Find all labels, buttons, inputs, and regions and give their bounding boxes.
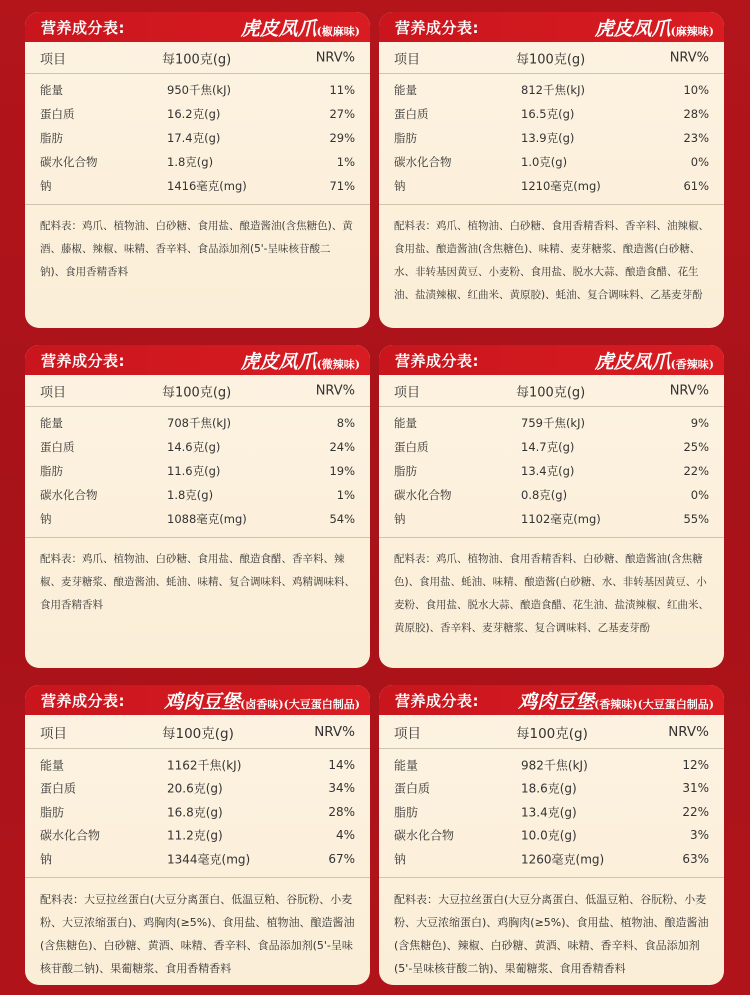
table-row: 脂肪 17.4克(g) 29% (40, 131, 355, 145)
card-header (379, 345, 724, 375)
product-name: 虎皮凤爪(麻辣味) (594, 18, 714, 40)
table-row: 能量 950千焦(kJ) 11% (40, 83, 355, 97)
ingredients-text: 配料表：鸡爪、植物油、食用香精香料、白砂糖、酿造酱油(含焦糖色)、食用盐、蚝油、味精、酿造酱(白砂糖、水、非转基因黄豆、小麦粉、食用盐、脱水大蒜、酿造食醋、花生油、盐渍辣椒、红曲米、黄原胶)、香辛料、麦芽糖浆、复合调味料、乙基麦芽酚 (394, 553, 709, 634)
table-row: 钠 1260毫克(mg) 63% (394, 851, 709, 867)
nutrition-rows (25, 74, 370, 205)
table-row: 钠 1210毫克(mg) 61% (394, 179, 709, 193)
card-header (379, 12, 724, 42)
table-row: 碳水化合物 0.8克(g) 0% (394, 488, 709, 502)
card-header (25, 345, 370, 375)
nutrition-card-mala (379, 12, 724, 328)
table-row: 脂肪 11.6克(g) 19% (40, 464, 355, 478)
col-nrv: NRV% (314, 723, 355, 740)
product-name: 鸡肉豆堡(卤香味)(大豆蛋白制品) (164, 691, 360, 713)
ingredients-text: 配料表：鸡爪、植物油、白砂糖、食用盐、酿造食醋、香辛料、辣椒、麦芽糖浆、酿造酱油、蚝油、味精、复合调味料、鸡精调味料、食用香精香料 (40, 553, 355, 611)
table-row: 钠 1088毫克(mg) 54% (40, 512, 355, 526)
table-row: 碳水化合物 1.8克(g) 1% (40, 488, 355, 502)
header-label: 营养成分表: (395, 692, 479, 710)
nutrition-card-jiaoma (25, 12, 370, 328)
col-nrv: NRV% (315, 50, 355, 65)
card-header (379, 685, 724, 715)
table-row: 蛋白质 16.2克(g) 27% (40, 107, 355, 121)
ingredients-text: 配料表：大豆拉丝蛋白(大豆分离蛋白、低温豆粕、谷朊粉、小麦粉、大豆浓缩蛋白)、鸡胸肉(≥5%)、食用盐、植物油、酿造酱油(含焦糖色)、白砂糖、黄酒、味精、香辛料、食品添加剂(5'-呈味核苷酸二钠)、果葡糖浆、食用香精香料 (40, 892, 355, 975)
ingredients-text: 配料表：鸡爪、植物油、白砂糖、食用盐、酿造酱油(含焦糖色)、黄酒、藤椒、辣椒、味精、香辛料、食品添加剂(5'-呈味核苷酸二钠)、食用香精香料 (40, 220, 353, 278)
table-header (25, 715, 370, 749)
table-header (25, 42, 370, 74)
table-row: 能量 708千焦(kJ) 8% (40, 416, 355, 430)
table-row: 脂肪 13.9克(g) 23% (394, 131, 709, 145)
table-header (25, 375, 370, 407)
card-header (25, 685, 370, 715)
col-item: 项目 (394, 52, 421, 67)
table-row: 碳水化合物 1.0克(g) 0% (394, 155, 709, 169)
nutrition-card-xiangla (379, 345, 724, 668)
nutrition-rows (379, 407, 724, 538)
table-row: 能量 1162千焦(kJ) 14% (40, 757, 355, 773)
table-header (379, 375, 724, 407)
table-row: 蛋白质 14.6克(g) 24% (40, 440, 355, 454)
col-per100: 每100克(g) (516, 725, 588, 742)
table-row: 碳水化合物 1.8克(g) 1% (40, 155, 355, 169)
header-label: 营养成分表: (41, 692, 125, 710)
nutrition-rows (25, 407, 370, 538)
table-row: 能量 759千焦(kJ) 9% (394, 416, 709, 430)
header-label: 营养成分表: (395, 352, 479, 370)
table-row: 能量 812千焦(kJ) 10% (394, 83, 709, 97)
col-per100: 每100克(g) (516, 52, 586, 67)
nutrition-rows (379, 749, 724, 878)
col-per100: 每100克(g) (162, 52, 232, 67)
nutrition-rows (25, 749, 370, 878)
col-per100: 每100克(g) (162, 385, 232, 400)
ingredients-text: 配料表：大豆拉丝蛋白(大豆分离蛋白、低温豆粕、谷朊粉、小麦粉、大豆浓缩蛋白)、鸡胸肉(≥5%)、食用盐、植物油、酿造酱油(含焦糖色)、辣椒、白砂糖、黄酒、味精、香辛料、食品添加剂(5'-呈味核苷酸二钠)、果葡糖浆、食用香精香料 (394, 892, 709, 975)
header-label: 营养成分表: (395, 19, 479, 37)
product-name: 虎皮凤爪(微辣味) (240, 351, 360, 373)
col-item: 项目 (40, 385, 67, 400)
table-row: 钠 1344毫克(mg) 67% (40, 851, 355, 867)
col-item: 项目 (394, 725, 421, 742)
table-row: 蛋白质 14.7克(g) 25% (394, 440, 709, 454)
table-row: 蛋白质 18.6克(g) 31% (394, 781, 709, 796)
nutrition-card-douburger-luxiang (25, 685, 370, 985)
col-nrv: NRV% (668, 723, 709, 740)
header-label: 营养成分表: (41, 19, 125, 37)
table-row: 钠 1102毫克(mg) 55% (394, 512, 709, 526)
nutrition-card-weila (25, 345, 370, 668)
table-row: 脂肪 16.8克(g) 28% (40, 804, 355, 820)
product-name: 鸡肉豆堡(香辣味)(大豆蛋白制品) (518, 691, 714, 713)
col-item: 项目 (40, 725, 67, 742)
table-row: 蛋白质 20.6克(g) 34% (40, 781, 355, 796)
table-header (379, 715, 724, 749)
table-row: 碳水化合物 10.0克(g) 3% (394, 828, 709, 843)
table-row: 碳水化合物 11.2克(g) 4% (40, 828, 355, 843)
col-nrv: NRV% (669, 50, 709, 65)
col-item: 项目 (40, 52, 67, 67)
nutrition-rows (379, 74, 724, 205)
product-name: 虎皮凤爪(香辣味) (594, 351, 714, 373)
table-header (379, 42, 724, 74)
col-nrv: NRV% (315, 383, 355, 398)
nutrition-card-douburger-xiangla (379, 685, 724, 985)
col-per100: 每100克(g) (162, 725, 234, 742)
table-row: 脂肪 13.4克(g) 22% (394, 804, 709, 820)
product-name: 虎皮凤爪(椒麻味) (240, 18, 360, 40)
table-row: 蛋白质 16.5克(g) 28% (394, 107, 709, 121)
table-row: 钠 1416毫克(mg) 71% (40, 179, 355, 193)
col-item: 项目 (394, 385, 421, 400)
table-row: 能量 982千焦(kJ) 12% (394, 757, 709, 773)
card-header (25, 12, 370, 42)
col-nrv: NRV% (669, 383, 709, 398)
table-row: 脂肪 13.4克(g) 22% (394, 464, 709, 478)
col-per100: 每100克(g) (516, 385, 586, 400)
ingredients-text: 配料表：鸡爪、植物油、白砂糖、食用香精香料、香辛料、油辣椒、食用盐、酿造酱油(含焦糖色)、味精、麦芽糖浆、酿造酱(白砂糖、水、非转基因黄豆、小麦粉、食用盐、脱水大蒜、酿造食醋、花生油、盐渍辣椒、红曲米、黄原胶)、蚝油、复合调味料、乙基麦芽酚 (394, 220, 709, 301)
header-label: 营养成分表: (41, 352, 125, 370)
